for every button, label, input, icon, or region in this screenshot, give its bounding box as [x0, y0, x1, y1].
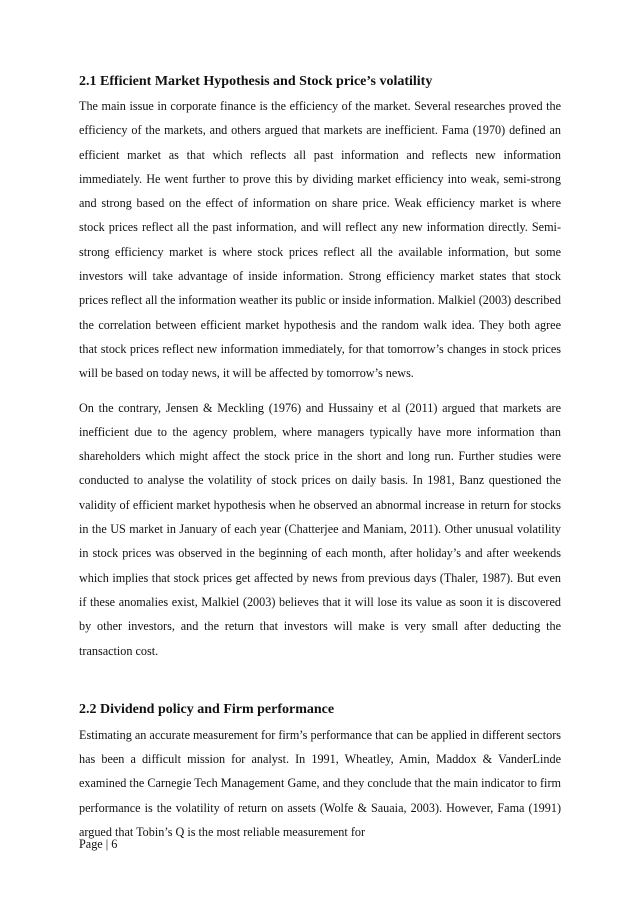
section-spacer: [79, 663, 561, 701]
section-efficient-market: [79, 73, 561, 663]
section-heading: 2.2 Dividend policy and Firm performance: [79, 701, 335, 717]
paragraph: On the contrary, Jensen & Meckling (1976) and Hussainy et al (2011) argued that markets are inefficient due to the agency problem, where managers typically have more information than shareholders which might affect the stock price in the short and long run. Further studies were conducted to analyse the volatility of stock prices on daily basis. In 1981, Banz questioned the validity of efficient market hypothesis when he observed an abnormal increase in return for stocks in the US market in January of each year (Chatterjee and Maniam, 2011). Other unusual volatility in stock prices was observed in the beginning of each month, after holiday’s and after weekends which implies that stock prices get affected by news from previous days (Thaler, 1987). But even if these anomalies exist, Malkiel (2003) believes that it will lose its value as soon it is discovered by other investors, and the return that investors will make is very small after deducting the transaction cost.: [79, 400, 561, 658]
section-heading: 2.1 Efficient Market Hypothesis and Stock price’s volatility: [79, 74, 433, 89]
section-dividend-policy: [79, 701, 561, 844]
paragraph: Estimating an accurate measurement for firm’s performance that can be applied in different sectors has been a difficult mission for analyst. In 1991, Wheatley, Amin, Maddox & VanderLinde examined the Carnegie Tech Management Game, and they conclude that the main indicator to firm performance is the volatility of return on assets (Wolfe & Sauaia, 2003). However, Fama (1991) argued that Tobin’s Q is the most reliable measurement for: [79, 727, 561, 840]
page-number: Page | 6: [79, 837, 118, 851]
paragraph: The main issue in corporate finance is the efficiency of the market. Several researches proved the efficiency of the markets, and others argued that markets are inefficient. Fama (1970) defined an efficient market as that which reflects all past information and reflects new information immediately. He went further to prove this by dividing market efficiency into weak, semi-strong and strong based on the effect of information on share price. Weak efficiency market is where stock prices reflect all the past information, and will reflect any new information directly. Semi-strong efficiency market is where stock prices reflect all the available information, but some investors will take advantage of inside information. Strong efficiency market states that stock prices reflect all the information weather its public or inside information. Malkiel (2003) described the correlation between efficient market hypothesis and the random walk idea. They both agree that stock prices reflect new information immediately, for that tomorrow’s changes in stock prices will be based on today news, it will be affected by tomorrow’s news.: [79, 99, 561, 381]
document-page: [79, 73, 561, 844]
